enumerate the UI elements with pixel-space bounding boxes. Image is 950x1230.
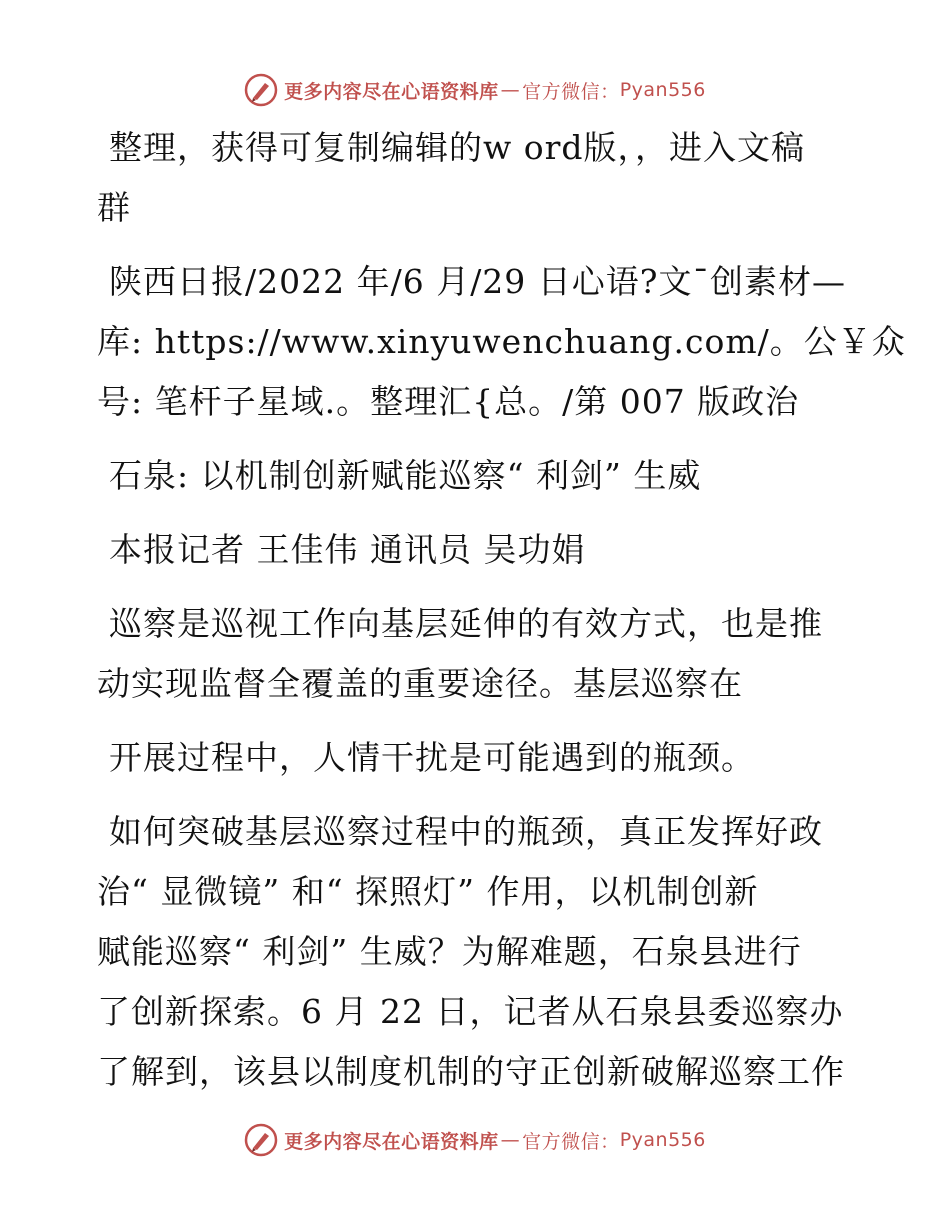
article-title: [97, 446, 857, 506]
paragraph-body-2: [97, 728, 857, 788]
paragraph-source: [97, 252, 906, 432]
document-body: [97, 118, 906, 1102]
pen-logo-icon: [244, 73, 278, 107]
text-line: 开展过程中，人情干扰是可能遇到的瓶颈。: [109, 738, 755, 777]
paragraph-body-1: [97, 594, 857, 714]
banner-separator: —: [500, 1129, 521, 1151]
footer-watermark-banner: [0, 1120, 950, 1160]
text-line: 了解到，该县以制度机制的守正创新破解巡察工作: [97, 1052, 845, 1091]
banner-official-label: 官方微信：: [522, 1130, 620, 1153]
banner-separator: —: [500, 79, 521, 101]
article-byline: [97, 520, 857, 580]
paragraph-notice: [97, 118, 857, 238]
text-line: 本报记者 王佳伟 通讯员 吴功娟: [109, 530, 586, 569]
banner-official-label: 官方微信：: [522, 80, 620, 103]
text-line: 库: https://www.xinyuwenchuang.com/。公￥众: [97, 322, 906, 361]
text-line: 石泉: 以机制创新赋能巡察“ 利剑” 生威: [109, 456, 702, 495]
header-watermark-banner: [0, 70, 950, 110]
text-line: 动实现监督全覆盖的重要途径。基层巡察在: [97, 664, 743, 703]
paragraph-body-3: [97, 802, 857, 1102]
text-line: 了创新探索。6 月 22 日，记者从石泉县委巡察办: [97, 992, 844, 1031]
banner-brand-text: 更多内容尽在心语资料库: [284, 1130, 499, 1153]
text-line: 号: 笔杆子星域.。整理汇{总。/第 007 版政治: [97, 382, 800, 421]
text-line: 陕西日报/2022 年/6 月/29 日心语?文¯创素材—: [109, 262, 846, 301]
text-line: 群: [97, 188, 131, 227]
banner-brand-text: 更多内容尽在心语资料库: [284, 80, 499, 103]
banner-wechat-id: Pyan556: [619, 1129, 706, 1151]
text-line: 如何突破基层巡察过程中的瓶颈，真正发挥好政: [109, 812, 823, 851]
pen-logo-icon: [244, 1123, 278, 1157]
text-line: 整理，获得可复制编辑的w ord版，，进入文稿: [109, 128, 806, 167]
banner-wechat-id: Pyan556: [619, 79, 706, 101]
text-line: 巡察是巡视工作向基层延伸的有效方式，也是推: [109, 604, 823, 643]
text-line: 赋能巡察“ 利剑” 生威？为解难题，石泉县进行: [97, 932, 802, 971]
text-line: 治“ 显微镜” 和“ 探照灯” 作用，以机制创新: [97, 872, 759, 911]
